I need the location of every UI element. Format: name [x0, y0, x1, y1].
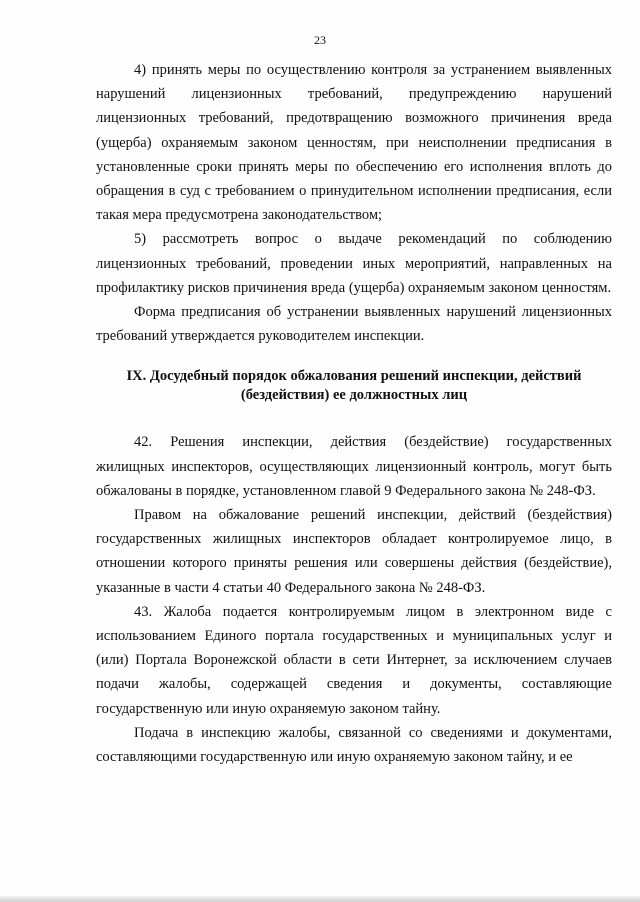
section-heading: IX. Досудебный порядок обжалования решений инспекции, действий (бездействия) ее должностных лиц — [126, 368, 582, 404]
document-body — [96, 58, 612, 769]
paragraph-43: 43. Жалоба подается контролируемым лицом в электронном виде с использованием Единого портала государственных и муниципальных услуг и (или) Портала Воронежской области в сети Интернет, за исключением случаев подачи жалобы, содержащей сведения и документы, составляющие государственную или иную охраняемую законом тайну. — [96, 603, 612, 717]
paragraph-secret-complaint: Подача в инспекцию жалобы, связанной со сведениями и документами, составляющими государственную или иную охраняемую законом тайну, и ее — [96, 724, 612, 766]
paragraph-42: 42. Решения инспекции, действия (бездействие) государственных жилищных инспекторов, осуществляющих лицензионный контроль, могут быть обжалованы в порядке, установленном главой 9 Федерального закона № 248-ФЗ. — [96, 434, 612, 499]
paragraph-appeal-right: Правом на обжалование решений инспекции, действий (бездействия) государственных жилищных инспекторов обладает контролируемое лицо, в отношении которого приняты решения или совершены действия (бездействие), указанные в части 4 статьи 40 Федерального закона № 248-ФЗ. — [96, 507, 612, 596]
scan-edge — [0, 896, 640, 902]
paragraph-item-5: 5) рассмотреть вопрос о выдаче рекомендаций по соблюдению лицензионных требований, проведении иных мероприятий, направленных на профилактику рисков причинения вреда (ущерба) охраняемым законом ценностям. — [96, 231, 612, 296]
section-spacer — [96, 405, 612, 430]
paragraph-item-4: 4) принять меры по осуществлению контроля за устранением выявленных нарушений лицензионных требований, предупреждению нарушений лицензионных требований, предотвращению возможного причинения вреда (ущерба) охраняемым законом ценностям, при неисполнении предписания в установленные сроки принять меры по обеспечению его исполнения вплоть до обращения в суд с требованием о принудительном исполнении предписания, если такая мера предусмотрена законодательством; — [96, 62, 612, 224]
page-number: 23 — [314, 33, 326, 47]
paragraph-prescription-form: Форма предписания об устранении выявленных нарушений лицензионных требований утверждается руководителем инспекции. — [96, 304, 612, 345]
